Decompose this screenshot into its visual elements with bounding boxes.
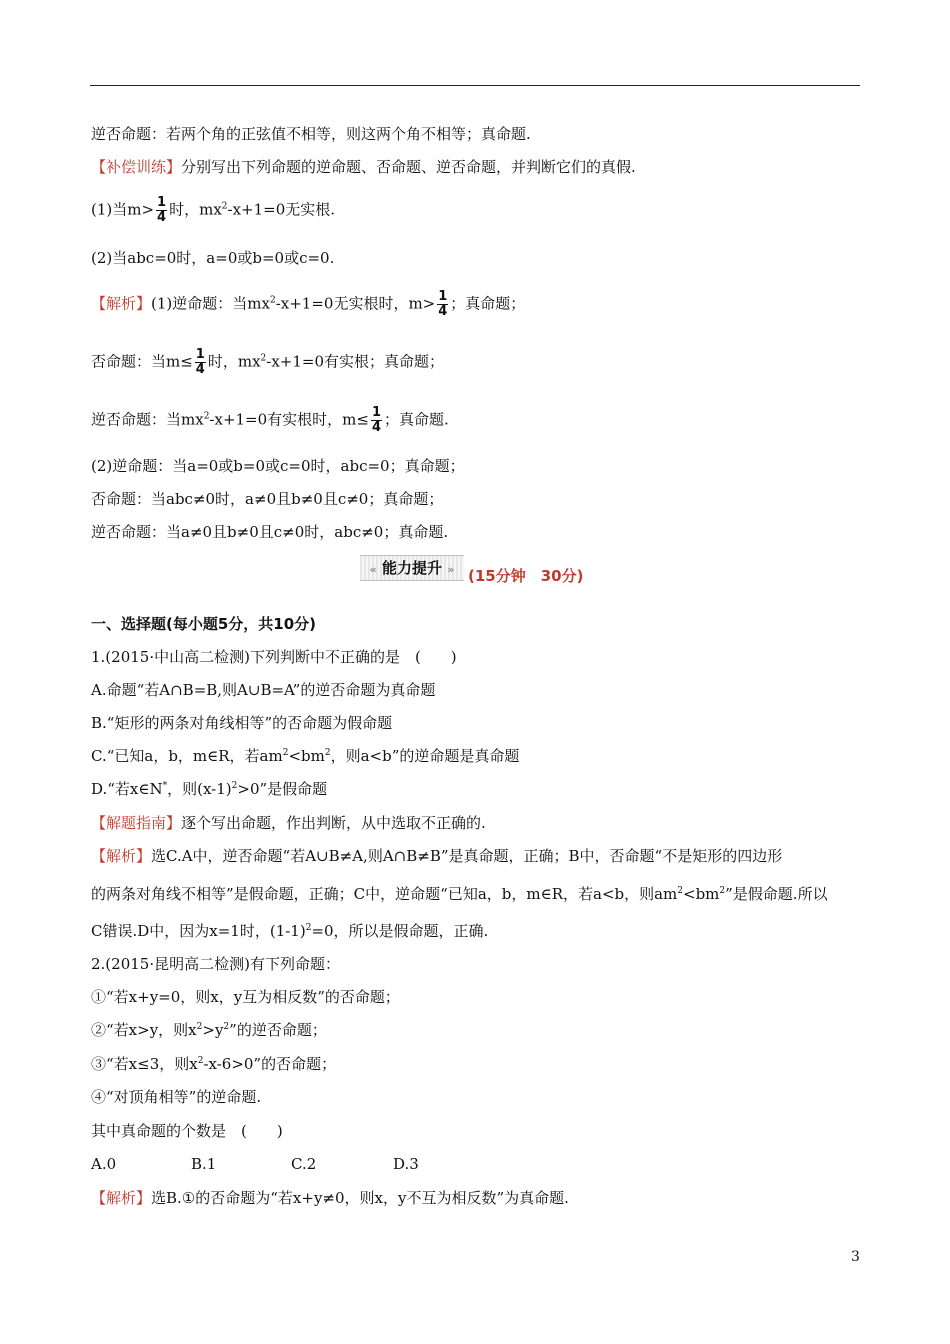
header-rule bbox=[90, 85, 860, 86]
fraction: $\frac{1}{4}$ bbox=[195, 347, 205, 377]
text-line: 逆否命题：当$mx^2-x+1=0$有实根时，m≤ $\frac{1}{4}$ ；真命题. bbox=[91, 405, 449, 435]
question-stem: 1.(2015·中山高二检测)下列判断中不正确的是 ( ) bbox=[91, 648, 457, 666]
option-b: B.1 bbox=[191, 1155, 217, 1173]
text-line: (1)当m> $\frac{1}{4}$ 时，$mx^2-x+1=0$无实根. bbox=[91, 195, 336, 225]
options-row bbox=[91, 1154, 419, 1174]
answer-line: 【解析】选B.①的否命题为“若x+y≠0，则x，y不互为相反数”为真命题. bbox=[91, 1189, 569, 1207]
answer-line: C错误.D中，因为x=1时，$(1-1)^2=0$，所以是假命题，正确. bbox=[91, 922, 489, 940]
option-d: D.3 bbox=[393, 1155, 419, 1173]
section-heading: 一、选择题(每小题5分，共10分) bbox=[91, 615, 317, 633]
question-ask: 其中真命题的个数是 ( ) bbox=[91, 1122, 283, 1140]
list-item: ③“若x≤3，则$x^2-x-6>0$”的否命题； bbox=[91, 1055, 337, 1073]
option-b: B.“矩形的两条对角线相等”的否命题为假命题 bbox=[91, 714, 393, 732]
list-item: ②“若x>y，则$x^2>y^2$”的逆否命题； bbox=[91, 1021, 327, 1039]
text-line: 【解析】(1)逆命题：当$mx^2-x+1=0$无实根时，m> $\frac{1}{4}$ ；真命题； bbox=[91, 289, 526, 319]
text-line: 【补偿训练】分别写出下列命题的逆命题、否命题、逆否命题，并判断它们的真假. bbox=[91, 158, 636, 176]
question-stem: 2.(2015·昆明高二检测)有下列命题： bbox=[91, 955, 340, 973]
tag-label: 【解析】 bbox=[91, 1189, 152, 1207]
section-badge: « 能力提升 » bbox=[360, 555, 464, 581]
tag-label: 【解析】 bbox=[91, 847, 152, 865]
list-item: ①“若x+y=0，则x，y互为相反数”的否命题； bbox=[91, 988, 400, 1006]
page-number: 3 bbox=[851, 1249, 860, 1265]
fraction: $\frac{1}{4}$ bbox=[438, 289, 448, 319]
text-line: 逆否命题：当a≠0且b≠0且c≠0时，abc≠0；真命题. bbox=[91, 523, 449, 541]
option-c: C.“已知a，b，m∈R，若$am^2<bm^2$，则a<b”的逆命题是真命题 bbox=[91, 747, 520, 765]
option-d: D.“若x∈N*，则$(x-1)^2>0$”是假命题 bbox=[91, 780, 328, 798]
answer-line: 的两条对角线不相等”是假命题，正确；C中，逆命题“已知a，b，m∈R，若a<b，则$am^2<bm^2$”是假命题.所以 bbox=[91, 885, 828, 903]
fraction: $\frac{1}{4}$ bbox=[157, 195, 167, 225]
option-c: C.2 bbox=[291, 1155, 317, 1173]
option-a: A.命题“若A∩B=B,则A∪B=A”的逆否命题为真命题 bbox=[91, 681, 436, 699]
answer-line: 【解析】选C.A中，逆否命题“若A∪B≠A,则A∩B≠B”是真命题，正确；B中，否命题“不是矩形的四边形 bbox=[91, 847, 783, 865]
text-line: (2)当abc=0时，a=0或b=0或c=0. bbox=[91, 249, 335, 267]
text-line: 逆否命题：若两个角的正弦值不相等，则这两个角不相等；真命题. bbox=[91, 125, 531, 143]
text-line: (2)逆命题：当a=0或b=0或c=0时，abc=0；真命题； bbox=[91, 457, 465, 475]
fraction: $\frac{1}{4}$ bbox=[371, 405, 382, 435]
section-time: (15分钟 30分) bbox=[468, 567, 584, 585]
option-a: A.0 bbox=[91, 1155, 117, 1173]
text-line: 否命题：当m≤ $\frac{1}{4}$ 时，$mx^2-x+1=0$有实根；真命题； bbox=[91, 347, 445, 377]
tag-label: 【补偿训练】 bbox=[91, 158, 182, 176]
tag-label: 【解析】 bbox=[91, 294, 152, 313]
guide-line: 【解题指南】逐个写出命题，作出判断，从中选取不正确的. bbox=[91, 814, 486, 832]
list-item: ④“对顶角相等”的逆命题. bbox=[91, 1088, 262, 1106]
text-line: 否命题：当abc≠0时，a≠0且b≠0且c≠0；真命题； bbox=[91, 490, 444, 508]
tag-label: 【解题指南】 bbox=[91, 814, 182, 832]
